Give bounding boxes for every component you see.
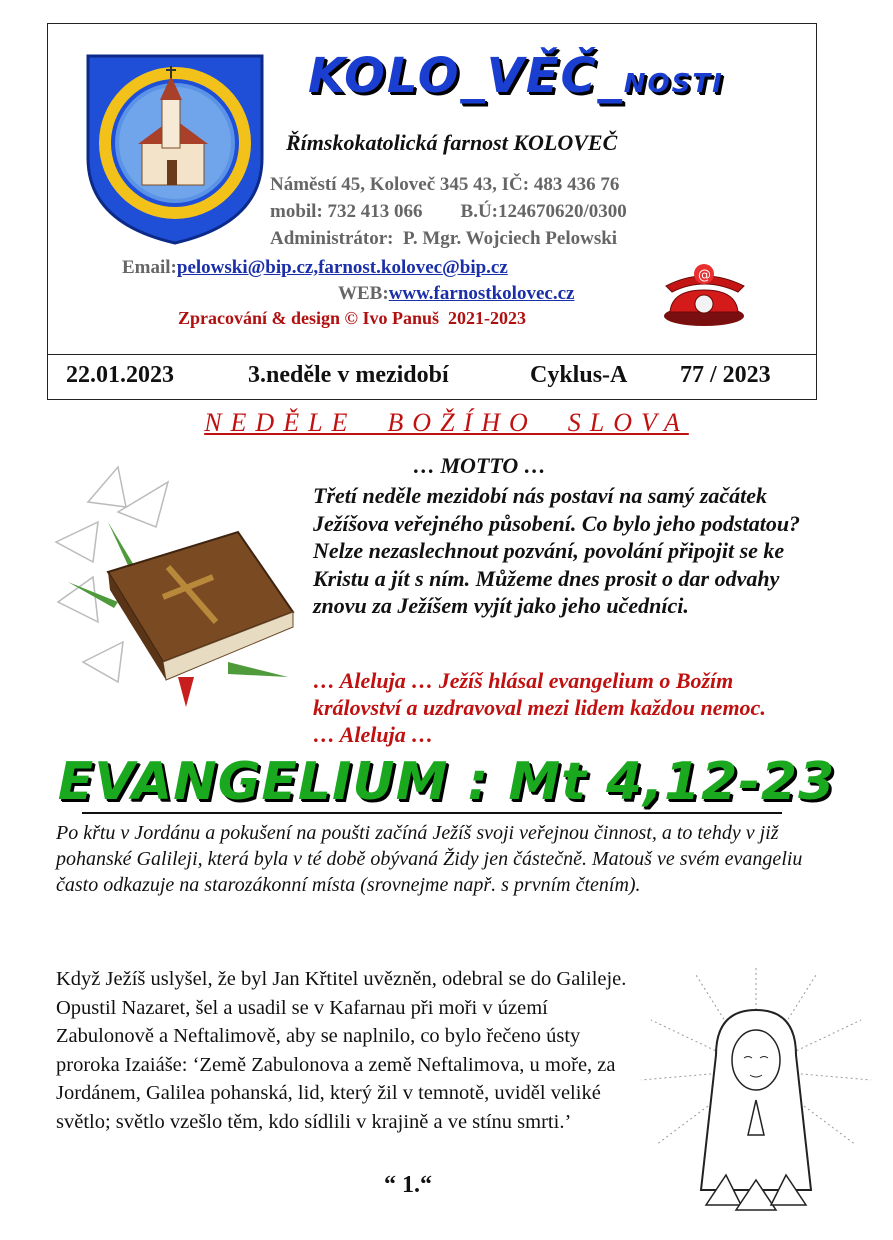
parish-crest-icon [80,48,270,248]
svg-text:@: @ [698,268,711,283]
gospel-title-underline [82,812,782,814]
aleluja-verse: … Aleluja … Ježíš hlásal evangelium o Božím království a uzdravoval mezi lidem každou nemoc. … Aleluja … [313,668,821,747]
gospel-title: EVANGELIUM : Mt 4,12-23 [57,752,836,812]
liturgical-cycle: Cyklus-A [530,362,628,388]
issue-date: 22.01.2023 [66,362,174,388]
issue-number: 77 / 2023 [680,362,771,388]
email-label: Email: [122,257,177,278]
page-number: “ 1.“ [384,1172,432,1198]
liturgical-sunday: 3.neděle v mezidobí [248,362,449,388]
masthead-inner [70,38,786,348]
virgin-mary-drawing-icon [636,960,876,1218]
web-label: WEB: [338,283,389,304]
bible-with-lilies-icon [48,462,303,717]
address-line: Náměstí 45, Koloveč 345 43, IČ: 483 436 76 [270,174,620,195]
email-link[interactable]: pelowski@bip.cz,farnost.kolovec@bip.cz [176,257,508,278]
web-link[interactable]: www.farnostkolovec.cz [388,283,575,304]
sunday-title: NEDĚLE BOŽÍHO SLOVA [204,408,689,437]
newsletter-title [308,48,724,104]
credits-line: Zpracování & design © Ivo Panuš 2021-2023 [178,308,526,328]
administrator-line: Administrátor: P. Mgr. Wojciech Pelowski [270,228,618,249]
parish-name: Římskokatolická farnost KOLOVEČ [286,130,618,155]
phone-bank-line: mobil: 732 413 066 B.Ú:124670620/0300 [270,201,627,222]
web-line [338,283,574,305]
motto-heading: … MOTTO … [413,453,546,478]
issue-info-bar [48,358,816,398]
title-suffix: NOSTI [623,69,724,99]
email-line [122,257,508,279]
title-main: KOLO_VĚČ_ [308,48,624,104]
masthead [47,23,817,400]
telephone-icon [660,260,750,330]
masthead-divider [48,354,816,355]
motto-text: Třetí neděle mezidobí nás postaví na samý začátek Ježíšova veřejného působení. Co bylo jeho podstatou? Nelze nezaslechnout pozvání, povolání připojit se ke Kristu a jít s ním. Můžeme dnes prosit o dar odvahy znovu za Ježíšem vyjít jako jeho učedníci. [313,483,801,618]
gospel-reading: Když Ježíš uslyšel, že byl Jan Křtitel uvězněn, odebral se do Galileje. Opustil Nazaret, šel a usadil se v Kafarnau při moři v území Zabulonově a Neftalimově, aby se naplnilo, co bylo řečeno ústy proroka Izaiáše: ‘Země Zabulonova a země Neftalimova, u moře, za Jordánem, Galilea pohanská, lid, který žil v temnotě, uviděl veliké světlo; světlo vzešlo těm, kdo sídlili v krajině a ve stínu smrti.’ [56,968,627,1133]
gospel-intro: Po křtu v Jordánu a pokušení na poušti začíná Ježíš svoji veřejnou činnost, a to tehdy v již pohanské Galileji, která byla v té době obývaná Židy jen částečně. Matouš ve svém evangeliu často odkazuje na starozákonní místa (srovnejme např. s prvním čtením). [56,822,803,896]
